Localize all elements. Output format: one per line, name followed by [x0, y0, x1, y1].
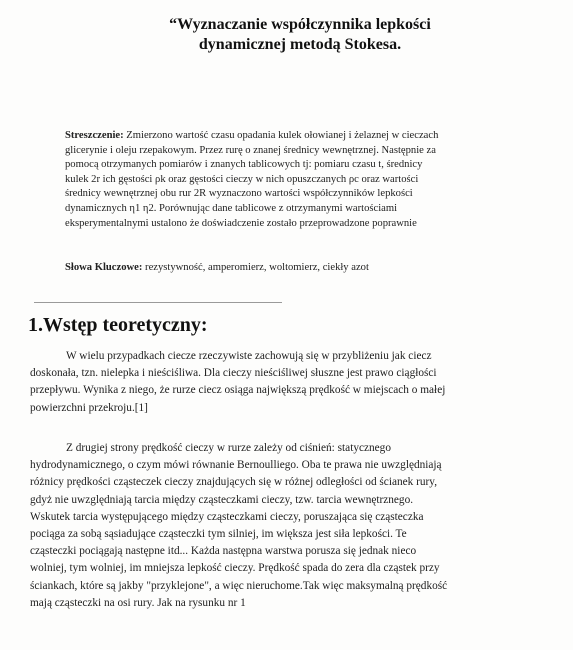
- keywords-text: rezystywność, amperomierz, woltomierz, ciekły azot: [142, 262, 369, 273]
- keywords-label: Słowa Kluczowe:: [65, 262, 143, 273]
- paragraph-2-line: mają cząsteczki na osi rury. Jak na rysunku nr 1: [30, 596, 246, 609]
- abstract-line-1: Zmierzono wartość czasu opadania kulek ołowianej i żelaznej w cieczach: [123, 130, 439, 141]
- paragraph-2-line: gdyż nie uwzględniają tarcia między cząsteczkami cieczy, tzw. tarcia wewnętrznego.: [30, 493, 414, 506]
- paragraph-2-line: Wskutek tarcia występującego między cząsteczkami cieczy, poruszająca się cząsteczka: [30, 510, 424, 523]
- section-heading: 1.Wstęp teoretyczny:: [28, 314, 208, 336]
- paragraph-1-line: powierzchni przekroju.[1]: [30, 401, 148, 414]
- keywords: [65, 261, 510, 275]
- paper-title: [40, 15, 560, 55]
- paragraph-2-line: cząsteczki pociągają następne itd... Każda następna warstwa porusza się jednak nieco: [30, 545, 417, 558]
- abstract-label: Streszczenie:: [65, 130, 124, 141]
- abstract-line-7: eksperymentalnymi ustalono że doświadczenie zostało przeprowadzone poprawnie: [65, 217, 417, 229]
- paragraph-2-line: pociąga za sobą sąsiadujące cząsteczki tym silniej, im większa jest siła lepkości. Te: [30, 528, 407, 541]
- abstract-line-6: dynamicznych η1 η2. Porównując dane tablicowe z otrzymanymi wartościami: [65, 202, 398, 214]
- paragraph-2-line: ściankach, które są jakby "przyklejone", a więc nieruchome.Tak więc maksymalną prędkość: [30, 579, 448, 592]
- abstract-line-4: kulek 2r ich gęstości ρk oraz gęstości cieczy w nich opuszczanych ρc oraz wartości: [65, 173, 419, 185]
- section-divider: [34, 302, 282, 303]
- abstract-line-5: średnicy wewnętrznej obu rur 2R wyznaczono wartości współczynników lepkości: [65, 188, 413, 200]
- title-line-1: “Wyznaczanie współczynnika lepkości: [169, 16, 431, 33]
- paragraph-1-line: przepływu. Wynika z niego, że rurze ciecz osiąga największą prędkość w miejscach o małej: [30, 384, 446, 397]
- paragraph-2-line: różnicy prędkości cząsteczek cieczy znajdujących się w różnej odległości od ścianek rury,: [30, 476, 438, 489]
- abstract-line-2: glicerynie i oleju rzepakowym. Przez rurę o znanej średnicy wewnętrznej. Następnie za: [65, 144, 436, 156]
- abstract-line-3: pomocą otrzymanych pomiarów i znanych tablicowych tj: pomiaru czasu t, średnicy: [65, 159, 423, 171]
- paragraph-2-line: wolniej, tym wolniej, im mniejsza lepkość cieczy. Prędkość spada do zera dla cząstek przy: [30, 562, 440, 575]
- paragraph-2: [30, 440, 530, 612]
- paragraph-1: [30, 348, 530, 417]
- abstract: [65, 129, 510, 231]
- paragraph-1-line: doskonała, tzn. nielepka i nieściśliwa. Dla cieczy nieściśliwej słuszne jest prawo ciągłości: [30, 367, 437, 380]
- paragraph-2-line: hydrodynamicznego, o czym mówi równanie Bernoulliego. Oba te prawa nie uwzględniają: [30, 459, 442, 472]
- title-line-2: dynamicznej metodą Stokesa.: [198, 36, 402, 53]
- paragraph-2-line: Z drugiej strony prędkość cieczy w rurze zależy od ciśnień: statycznego: [66, 442, 391, 454]
- paragraph-1-line: W wielu przypadkach ciecze rzeczywiste zachowują się w przybliżeniu jak ciecz: [66, 350, 432, 362]
